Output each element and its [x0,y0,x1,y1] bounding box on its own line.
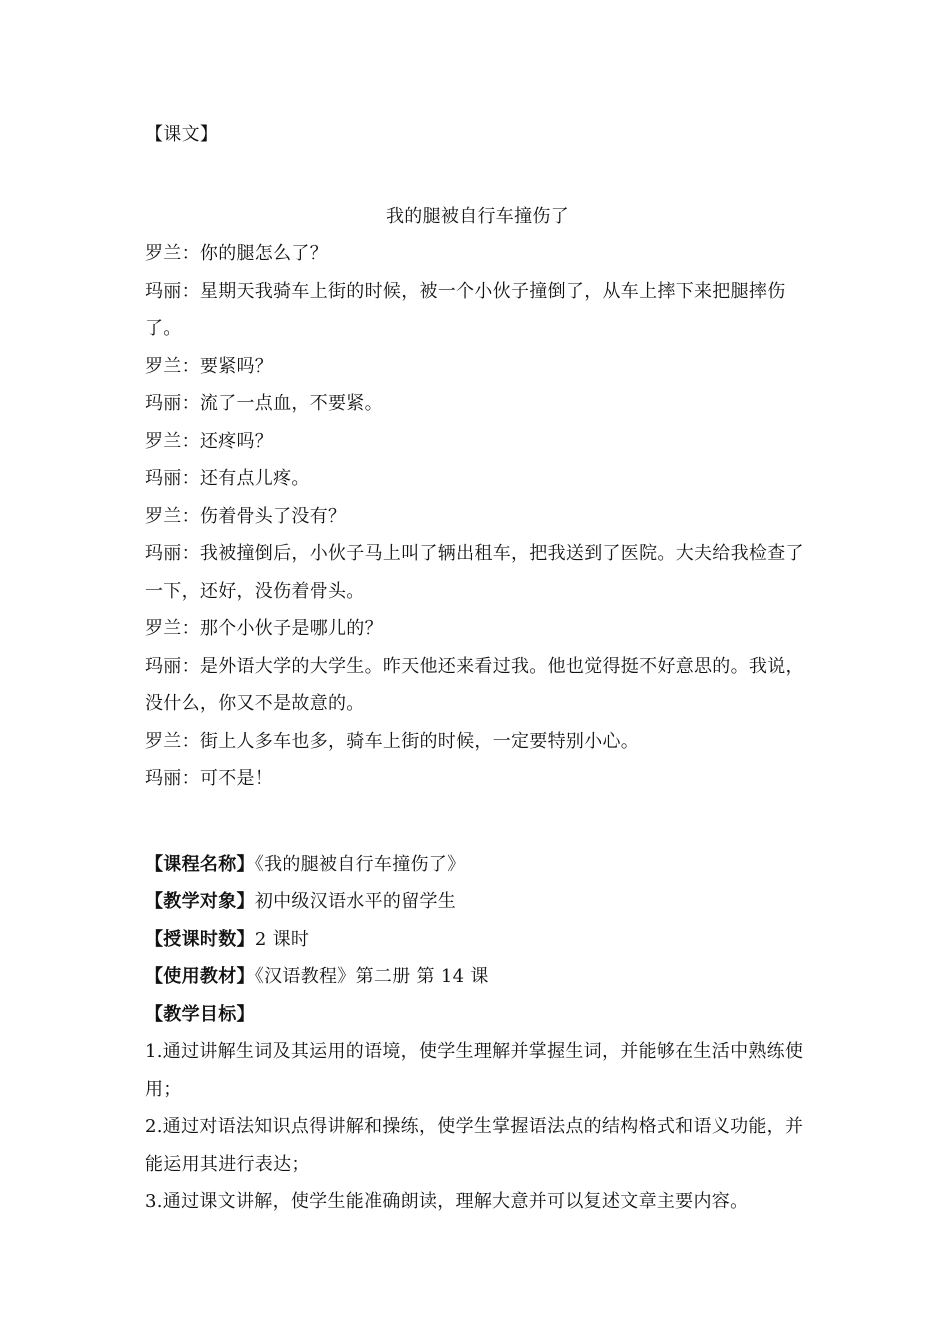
lesson-title: 我的腿被自行车撞伤了 [386,205,569,227]
dialogue-text: 流了一点血，不要紧。 [199,393,383,414]
dialogue-text: 是外语大学的大学生。昨天他还来看过我。他也觉得挺不好意思的。我说，没什么，你又不是故意的。 [145,655,804,714]
objective-item: 2.通过对语法知识点得讲解和操练，使学生掌握语法点的结构格式和语义功能，并能运用其进行表达； [145,1116,804,1175]
dialogue-line [145,760,810,798]
speaker-name: 玛丽： [145,655,200,677]
dialogue-block [145,235,810,798]
document-content [145,116,810,1221]
dialogue-line [145,610,810,648]
dialogue-line [145,385,810,423]
dialogue-line [145,460,810,498]
speaker-name: 罗兰： [145,243,200,264]
speaker-name: 玛丽： [145,393,200,414]
dialogue-text: 伤着骨头了没有？ [199,505,347,527]
dialogue-line [145,235,810,273]
speaker-name: 玛丽： [145,280,200,302]
dialogue-text: 星期天我骑车上街的时候，被一个小伙子撞倒了，从车上摔下来把腿摔伤了。 [145,280,786,339]
section-heading-text: 【课文】 [145,124,219,145]
objective-item: 3.通过课文讲解，使学生能准确朗读，理解大意并可以复述文章主要内容。 [145,1191,749,1212]
dialogue-text: 还疼吗？ [199,430,274,452]
course-info-label: 【使用教材】 [145,966,255,987]
dialogue-line [145,348,810,386]
dialogue-line [145,648,810,723]
dialogue-text: 还有点儿疼。 [199,468,310,489]
speaker-name: 罗兰： [145,505,200,527]
course-info-row [145,883,810,921]
dialogue-line [145,535,810,610]
speaker-name: 玛丽： [145,768,200,789]
course-info-label: 【课程名称】 [145,853,255,875]
objective-item: 1.通过讲解生词及其运用的语境，使学生理解并掌握生词，并能够在生活中熟练使用； [145,1041,804,1100]
course-info-value: 2 课时 [254,928,310,950]
dialogue-text: 可不是！ [199,768,274,789]
dialogue-text: 要紧吗？ [199,355,274,377]
dialogue-line [145,498,810,536]
speaker-name: 罗兰： [145,355,200,377]
course-info-block [145,846,810,996]
speaker-name: 罗兰： [145,618,200,639]
course-info-row [145,921,810,959]
spacer [145,798,810,846]
course-info-row [145,958,810,996]
dialogue-text: 我被撞倒后，小伙子马上叫了辆出租车，把我送到了医院。大夫给我检查了一下，还好，没伤着骨头。 [145,543,804,602]
course-info-value: 初中级汉语水平的留学生 [254,891,457,912]
speaker-name: 罗兰： [145,730,200,752]
course-info-value: 《我的腿被自行车撞伤了》 [254,853,466,875]
speaker-name: 罗兰： [145,430,200,452]
dialogue-text: 街上人多车也多，骑车上街的时候，一定要特别小心。 [199,730,640,752]
dialogue-line [145,723,810,761]
dialogue-line [145,273,810,348]
course-info-label: 【授课时数】 [145,928,255,950]
objectives-list [145,1033,810,1221]
objectives-heading: 【教学目标】 [145,1003,255,1025]
speaker-name: 玛丽： [145,468,200,489]
dialogue-line [145,423,810,461]
spacer [145,154,810,198]
course-info-value: 《汉语教程》第二册 第 14 课 [254,966,489,987]
dialogue-text: 那个小伙子是哪儿的？ [199,618,383,639]
course-info-row [145,846,810,884]
speaker-name: 玛丽： [145,543,200,564]
course-info-label: 【教学对象】 [145,891,255,912]
dialogue-text: 你的腿怎么了？ [199,243,329,264]
